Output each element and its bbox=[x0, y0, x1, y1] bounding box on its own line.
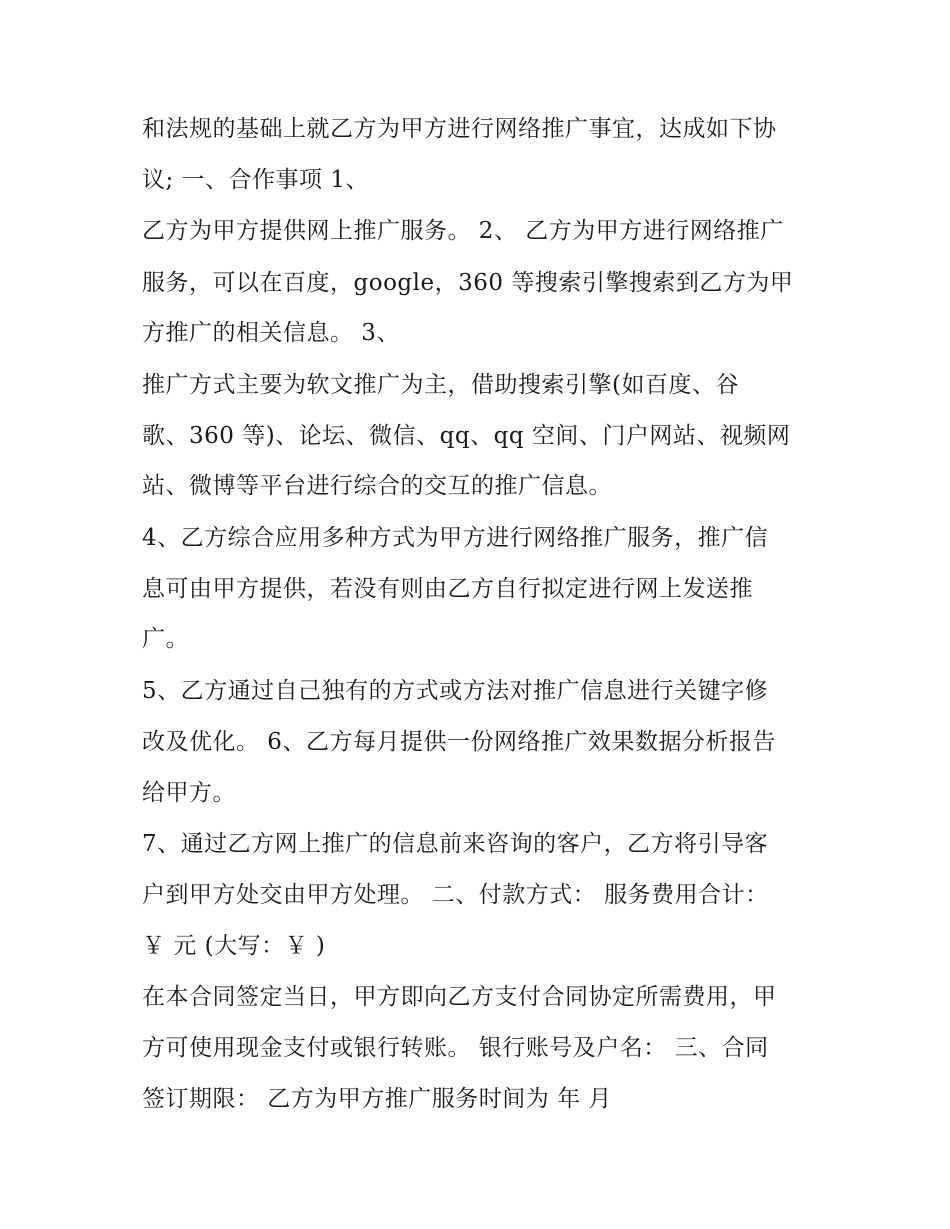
text-line: 给甲方。 bbox=[142, 780, 236, 806]
text-line: 推广方式主要为软文推广为主，借助搜索引擎(如百度、谷 bbox=[142, 372, 739, 398]
text-line: 和法规的基础上就乙方为甲方进行网络推广事宜，达成如下协 bbox=[142, 116, 777, 142]
text-line: 签订期限： 乙方为甲方推广服务时间为 年 月 bbox=[142, 1086, 612, 1112]
text-line: 广。 bbox=[142, 626, 189, 652]
text-line: 户到甲方处交由甲方处理。 二、付款方式： 服务费用合计： bbox=[142, 882, 769, 908]
text-line: 4、乙方综合应用多种方式为甲方进行网络推广服务，推广信 bbox=[142, 525, 769, 551]
text-line: 方推广的相关信息。 3、 bbox=[142, 320, 400, 346]
text-line: 5、乙方通过自己独有的方式或方法对推广信息进行关键字修 bbox=[142, 678, 769, 704]
text-line: 方可使用现金支付或银行转账。 银行账号及户名： 三、合同 bbox=[142, 1035, 769, 1061]
text-line: 歌、360 等)、论坛、微信、qq、qq 空间、门户网站、视频网 bbox=[142, 423, 791, 449]
text-line: 在本合同签定当日，甲方即向乙方支付合同协定所需费用，甲 bbox=[142, 984, 777, 1010]
text-line: 站、微博等平台进行综合的交互的推广信息。 bbox=[142, 473, 612, 499]
text-line: 乙方为甲方提供网上推广服务。 2、 乙方为甲方进行网络推广 bbox=[142, 218, 784, 244]
text-line: 议; 一、合作事项 1、 bbox=[142, 167, 370, 193]
text-line: 改及优化。 6、乙方每月提供一份网络推广效果数据分析报告 bbox=[142, 729, 776, 755]
text-line: 服务，可以在百度，google，360 等搜索引擎搜索到乙方为甲 bbox=[142, 270, 794, 296]
text-line: 7、通过乙方网上推广的信息前来咨询的客户，乙方将引导客 bbox=[142, 831, 769, 857]
text-line: 息可由甲方提供，若没有则由乙方自行拟定进行网上发送推 bbox=[142, 576, 753, 602]
text-line: ￥ 元 (大写：￥ ) bbox=[142, 933, 326, 959]
